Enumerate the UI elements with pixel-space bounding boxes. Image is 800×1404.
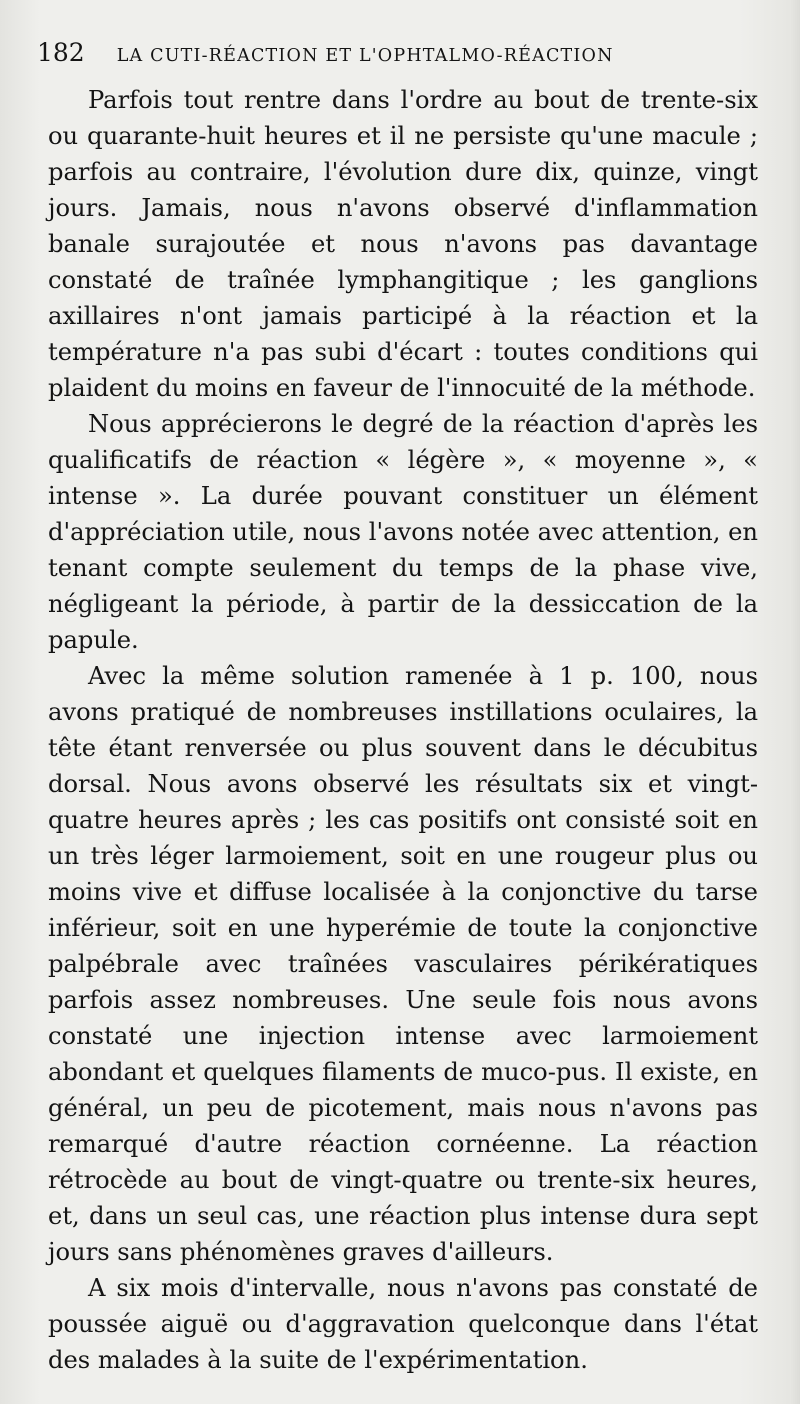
paragraph-2: Nous apprécierons le degré de la réaction d'après les qualificatifs de réaction « légère », « moyenne », « intense ». La durée pouvant constituer un élément d'appréciation utile, nous l'avons notée avec attention, en tenant compte seulement du temps de la phase vive, négligeant la période, à partir de la dessiccation de la papule.	[48, 410, 758, 654]
body-text	[48, 82, 758, 1378]
running-head: LA CUTI-RÉACTION ET L'OPHTALMO-RÉACTION	[116, 46, 614, 66]
page-header	[37, 38, 677, 72]
paragraph-1: Parfois tout rentre dans l'ordre au bout de trente-six ou quarante-huit heures et il ne persiste qu'une macule ; parfois au contraire, l'évolution dure dix, quinze, vingt jours. Jamais, nous n'avons observé d'inflammation banale surajoutée et nous n'avons pas davantage constaté de traînée lymphangitique ; les ganglions axillaires n'ont jamais participé à la réaction et la température n'a pas subi d'écart : toutes conditions qui plaident du moins en faveur de l'innocuité de la méthode.	[48, 86, 758, 402]
paragraph-4: A six mois d'intervalle, nous n'avons pas constaté de poussée aiguë ou d'aggravation quelconque dans l'état des malades à la suite de l'expérimentation.	[48, 1274, 758, 1374]
paragraph-3: Avec la même solution ramenée à 1 p. 100, nous avons pratiqué de nombreuses instillations oculaires, la tête étant renversée ou plus souvent dans le décubitus dorsal. Nous avons observé les résultats six et vingt-quatre heures après ; les cas positifs ont consisté soit en un très léger larmoiement, soit en une rougeur plus ou moins vive et diffuse localisée à la conjonctive du tarse inférieur, soit en une hyperémie de toute la conjonctive palpébrale avec traînées vasculaires périkératiques parfois assez nombreuses. Une seule fois nous avons constaté une injection intense avec larmoiement abondant et quelques filaments de muco-pus. Il existe, en général, un peu de picotement, mais nous n'avons pas remarqué d'autre réaction cornéenne. La réaction rétrocède au bout de vingt-quatre ou trente-six heures, et, dans un seul cas, une réaction plus intense dura sept jours sans phénomènes graves d'ailleurs.	[48, 662, 758, 1266]
page-number: 182	[37, 38, 85, 67]
